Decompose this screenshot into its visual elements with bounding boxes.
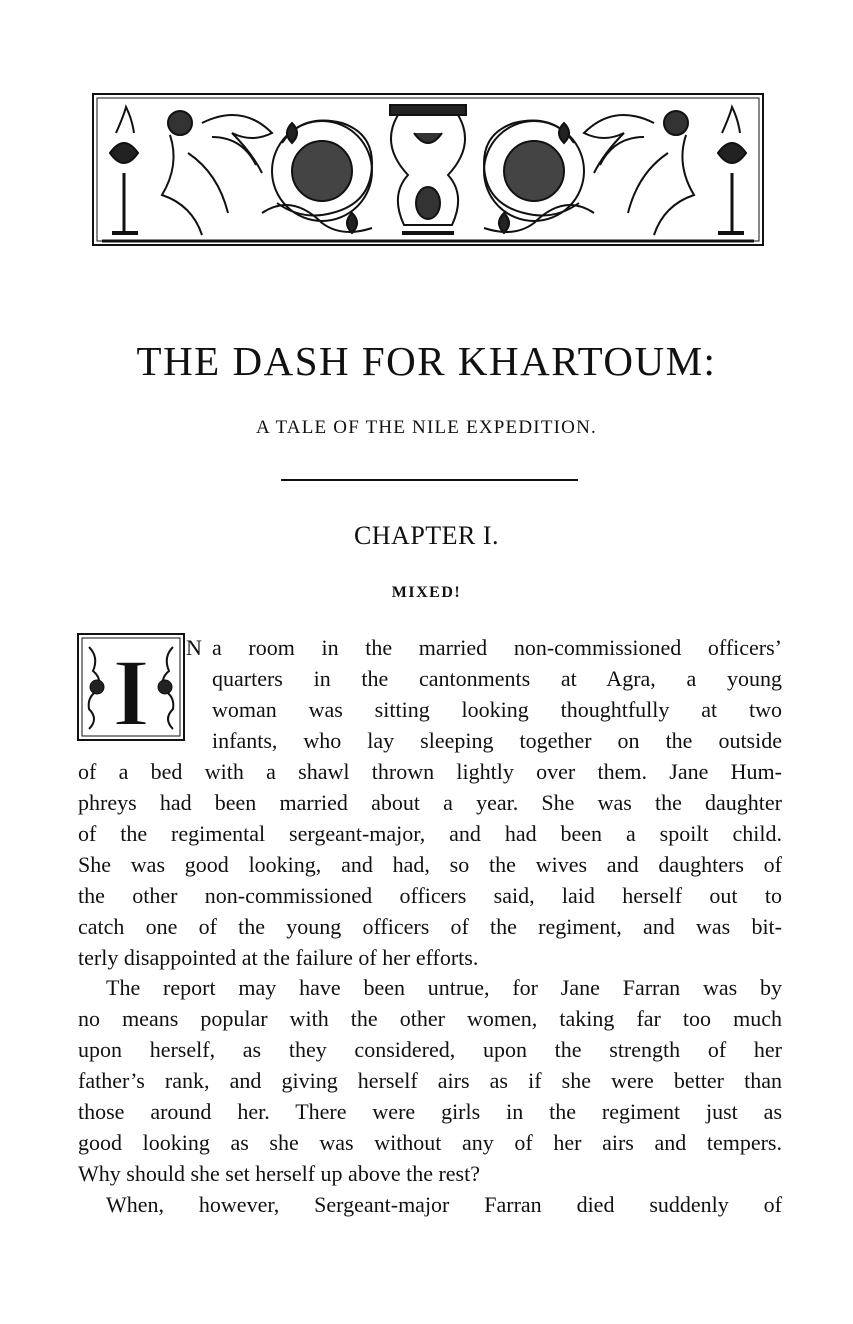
text-line: catch one of the young officers of the regiment, and was bit- bbox=[78, 913, 782, 939]
book-title: THE DASH FOR KHARTOUM: bbox=[136, 338, 717, 384]
text-line: When, however, Sergeant-major Farran died suddenly of bbox=[106, 1192, 782, 1218]
text-line: good looking as she was without any of her airs and tempers. bbox=[78, 1130, 782, 1156]
text-line: phreys had been married about a year. She was the daughter bbox=[78, 789, 782, 815]
text-line: quarters in the cantonments at Agra, a young bbox=[212, 665, 782, 691]
title-divider bbox=[281, 479, 578, 481]
text-line: She was good looking, and had, so the wives and daughters of bbox=[78, 851, 782, 877]
chapter-label: CHAPTER I. bbox=[353, 521, 500, 550]
ornamental-headpiece-icon bbox=[92, 93, 764, 246]
text-line: father’s rank, and giving herself airs as if she were better than bbox=[78, 1068, 782, 1094]
text-line: Why should she set herself up above the rest? bbox=[78, 1161, 480, 1187]
text-line: terly disappointed at the failure of her efforts. bbox=[78, 944, 479, 970]
book-subtitle: A TALE OF THE NILE EXPEDITION. bbox=[256, 417, 597, 438]
text-line: The report may have been untrue, for Jane Farran was by bbox=[106, 975, 782, 1001]
text-line: infants, who lay sleeping together on the outside bbox=[212, 727, 782, 753]
text-line: those around her. There were girls in the regiment just as bbox=[78, 1099, 782, 1125]
drop-cap-letter: I bbox=[112, 639, 150, 741]
text-line: upon herself, as they considered, upon the strength of her bbox=[78, 1037, 782, 1063]
text-line: no means popular with the other women, taking far too much bbox=[78, 1006, 782, 1032]
drop-cap-icon bbox=[77, 633, 185, 741]
lead-letter: N bbox=[186, 635, 202, 660]
text-line: woman was sitting looking thoughtfully at two bbox=[212, 696, 782, 722]
text-line: a room in the married non-commissioned officers’ bbox=[212, 635, 782, 660]
text-line: of the regimental sergeant-major, and had been a spoilt child. bbox=[78, 820, 782, 846]
chapter-title: MIXED! bbox=[391, 584, 462, 601]
text-line: the other non-commissioned officers said, laid herself out to bbox=[78, 882, 782, 908]
text-line: of a bed with a shawl thrown lightly over them. Jane Hum- bbox=[78, 758, 782, 784]
